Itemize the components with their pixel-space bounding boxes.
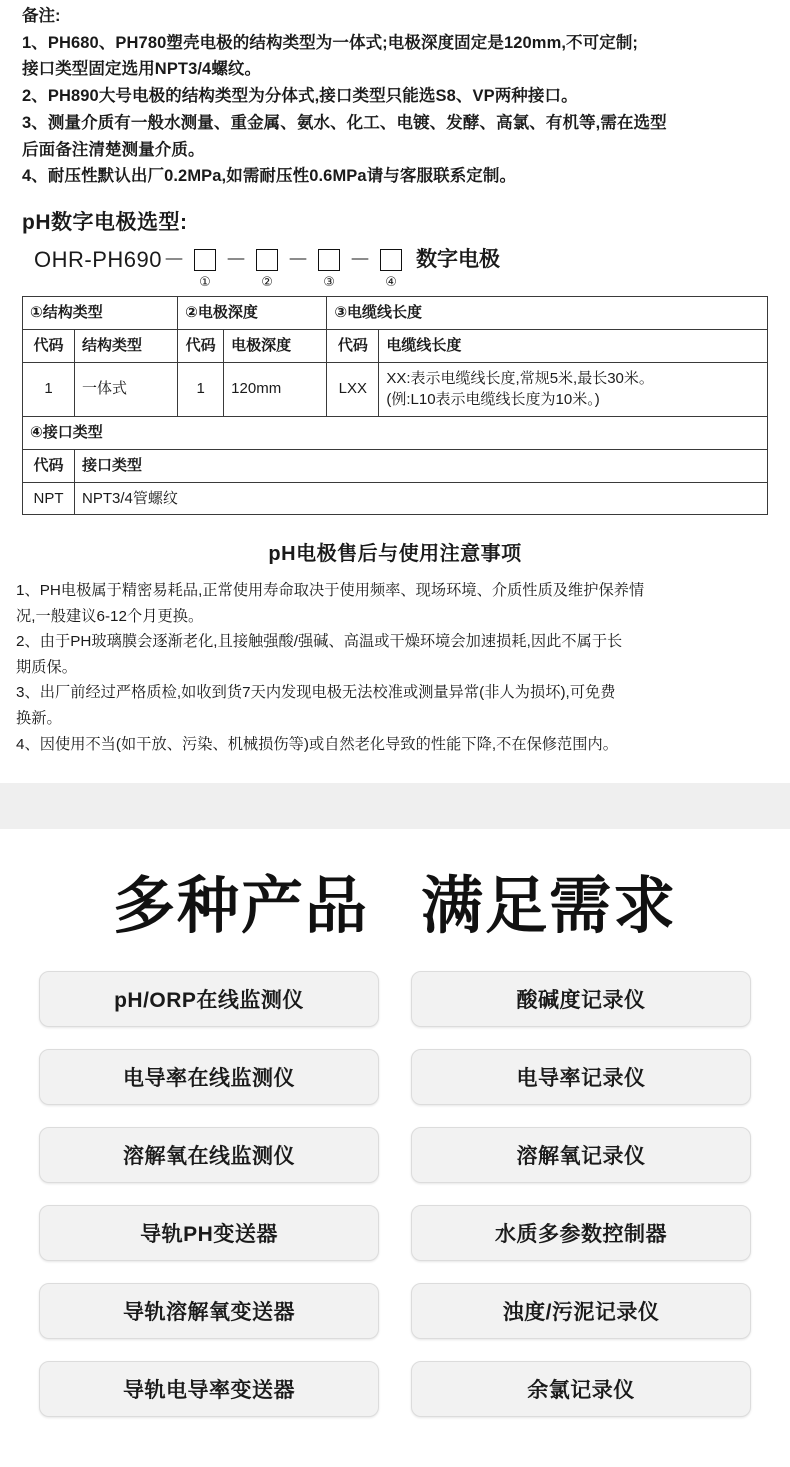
- product-pill[interactable]: 水质多参数控制器: [411, 1205, 751, 1261]
- after-sales-line: 1、PH电极属于精密易耗品,正常使用寿命取决于使用频率、现场环境、介质性质及维护保养情: [16, 582, 645, 600]
- group-header-interface: ④接口类型: [23, 417, 768, 450]
- code-field-4[interactable]: [372, 246, 410, 288]
- note-line: 接口类型固定选用NPT3/4螺纹。: [22, 60, 262, 79]
- model-code-row: [0, 238, 790, 288]
- table-row: [23, 329, 768, 362]
- after-sales-title: pH电极售后与使用注意事项: [268, 543, 522, 566]
- cell-interface-value: NPT3/4管螺纹: [75, 482, 768, 515]
- note-line: 后面备注清楚测量介质。: [22, 140, 205, 159]
- code-field-number: ①: [199, 274, 211, 290]
- after-sales-body: [0, 578, 790, 757]
- col-header-structure: 结构类型: [75, 329, 178, 362]
- code-box[interactable]: [318, 249, 340, 271]
- cell-structure-value: 一体式: [75, 362, 178, 417]
- cell-code-interface: NPT: [23, 482, 75, 515]
- after-sales-line: 况,一般建议6-12个月更换。: [16, 607, 204, 625]
- note-line: 4、耐压性默认出厂0.2MPa,如需耐压性0.6MPa请与客服联系定制。: [22, 167, 517, 186]
- cable-value-line-2: (例:L10表示电缆线长度为10米。): [386, 391, 600, 409]
- cable-value-line-1: XX:表示电缆线长度,常规5米,最长30米。: [386, 369, 654, 387]
- note-line: 2、PH890大号电极的结构类型为分体式,接口类型只能选S8、VP两种接口。: [22, 87, 578, 106]
- col-header-code-2: 代码: [178, 329, 224, 362]
- col-header-interface: 接口类型: [75, 449, 768, 482]
- spec-table: [22, 296, 768, 515]
- code-dash: －: [225, 247, 248, 273]
- group-header-depth: ②电极深度: [178, 297, 327, 330]
- product-pill[interactable]: 浊度/污泥记录仪: [411, 1283, 751, 1339]
- cell-cable-value: [379, 362, 768, 417]
- code-box[interactable]: [194, 249, 216, 271]
- code-field-number: ③: [323, 274, 335, 290]
- col-header-code-interface: 代码: [23, 449, 75, 482]
- after-sales-line: 期质保。: [16, 658, 77, 676]
- table-row: [23, 482, 768, 515]
- code-dash: －: [349, 247, 372, 273]
- product-pill[interactable]: 电导率在线监测仪: [39, 1049, 379, 1105]
- after-sales-line: 2、由于PH玻璃膜会逐渐老化,且接触强酸/强碱、高温或干燥环境会加速损耗,因此不属于长: [16, 633, 623, 651]
- note-line: 1、PH680、PH780塑壳电极的结构类型为一体式;电极深度固定是120mm,不可定制;: [22, 33, 639, 52]
- code-field-number: ②: [261, 274, 273, 290]
- col-header-cable: 电缆线长度: [379, 329, 768, 362]
- code-dash: －: [287, 247, 310, 273]
- after-sales-line: 3、出厂前经过严格质检,如收到货7天内发现电极无法校准或测量异常(非人为损坏),可免费: [16, 684, 616, 702]
- product-pill[interactable]: 导轨电导率变送器: [39, 1361, 379, 1417]
- code-box[interactable]: [380, 249, 402, 271]
- product-pill[interactable]: 导轨溶解氧变送器: [39, 1283, 379, 1339]
- product-pill[interactable]: 酸碱度记录仪: [411, 971, 751, 1027]
- col-header-code-3: 代码: [327, 329, 379, 362]
- code-field-3[interactable]: [310, 246, 348, 288]
- col-header-depth: 电极深度: [224, 329, 327, 362]
- section-divider: [0, 783, 790, 829]
- code-dash: －: [162, 247, 185, 273]
- product-pill[interactable]: 导轨PH变送器: [39, 1205, 379, 1261]
- cell-code-structure: 1: [23, 362, 75, 417]
- headline-left: 多种产品: [112, 869, 369, 943]
- table-row: [23, 362, 768, 417]
- model-code-prefix: OHR-PH690: [34, 247, 162, 273]
- notes-title: 备注:: [22, 7, 61, 25]
- table-row: [23, 297, 768, 330]
- product-pill[interactable]: 电导率记录仪: [411, 1049, 751, 1105]
- model-code-fields: [162, 246, 410, 288]
- notes-section: [0, 0, 790, 190]
- cell-code-depth: 1: [178, 362, 224, 417]
- spec-table-wrap: [0, 288, 790, 515]
- model-code-suffix: 数字电极: [416, 248, 501, 272]
- after-sales-line: 换新。: [16, 709, 62, 727]
- cell-code-cable: LXX: [327, 362, 379, 417]
- code-field-2[interactable]: [248, 246, 286, 288]
- promo-headline: [0, 829, 790, 971]
- col-header-code-1: 代码: [23, 329, 75, 362]
- code-field-1[interactable]: [186, 246, 224, 288]
- selection-heading: pH数字电极选型:: [22, 211, 188, 235]
- product-pill[interactable]: pH/ORP在线监测仪: [39, 971, 379, 1027]
- table-row: [23, 449, 768, 482]
- product-pill[interactable]: 溶解氧在线监测仪: [39, 1127, 379, 1183]
- group-header-cable: ③电缆线长度: [327, 297, 768, 330]
- headline-right: 满足需求: [421, 869, 678, 943]
- cell-depth-value: 120mm: [224, 362, 327, 417]
- table-row: [23, 417, 768, 450]
- product-grid: [0, 971, 790, 1467]
- code-field-number: ④: [385, 274, 397, 290]
- product-pill[interactable]: 余氯记录仪: [411, 1361, 751, 1417]
- code-box[interactable]: [256, 249, 278, 271]
- group-header-structure: ①结构类型: [23, 297, 178, 330]
- product-pill[interactable]: 溶解氧记录仪: [411, 1127, 751, 1183]
- note-line: 3、测量介质有一般水测量、重金属、氨水、化工、电镀、发酵、高氯、有机等,需在选型: [22, 113, 667, 132]
- after-sales-line: 4、因使用不当(如干放、污染、机械损伤等)或自然老化导致的性能下降,不在保修范围内。: [16, 735, 619, 753]
